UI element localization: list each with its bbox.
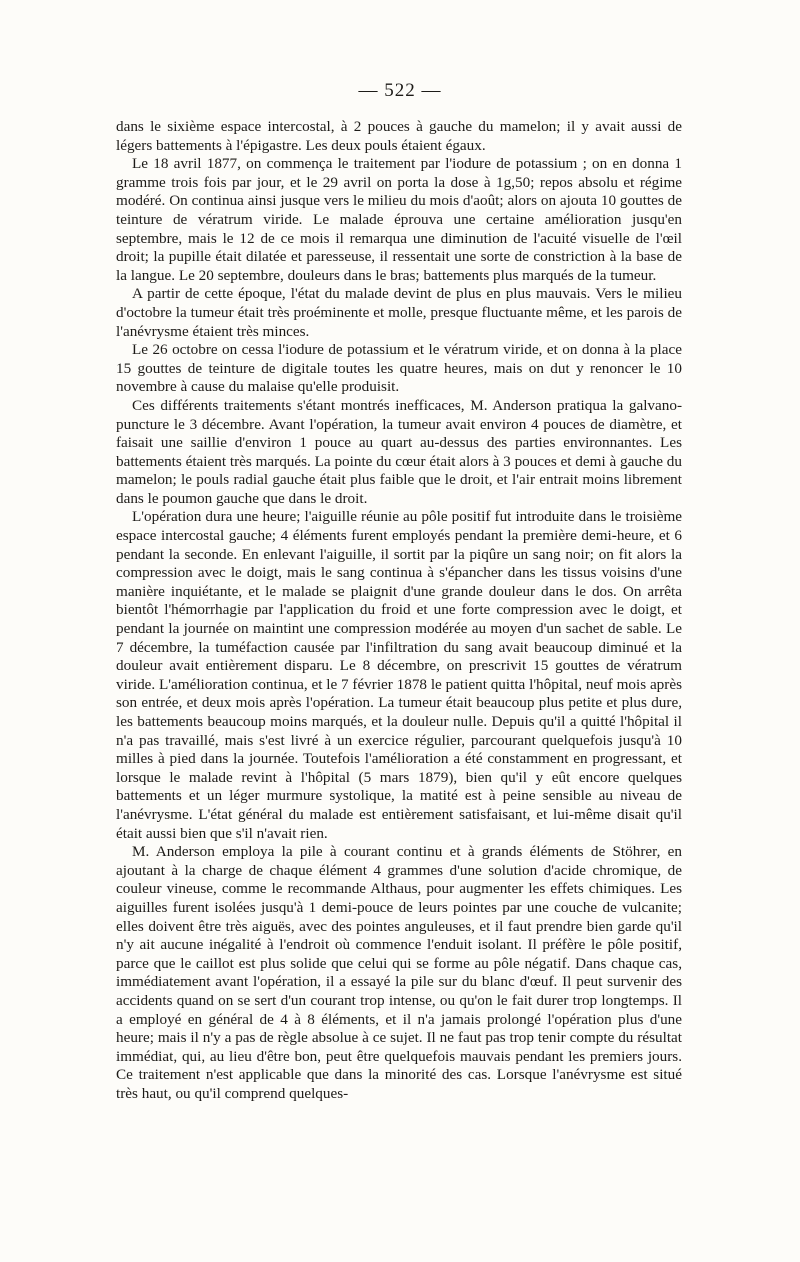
paragraph: L'opération dura une heure; l'aiguille réunie au pôle positif fut introduite dans le troisième espace intercostal gauche; 4 éléments furent employés pendant la première demi-heure, et 6 pendant la seconde. En enlevant l'aiguille, il sortit par la piqûre un sang noir; on fit alors la compression avec le doigt, mais le sang continua à s'épancher dans les tissus voisins d'une manière inquiétante, et le malade se plaignit d'une grande douleur dans le dos. On arrêta bientôt l'hémorrhagie par l'application du froid et une forte compression avec le doigt, et pendant la journée on maintint une compression modérée au moyen d'un sachet de sable. Le 7 décembre, la tuméfaction causée par l'infiltration du sang avait beaucoup diminué et la douleur avait entièrement disparu. Le 8 décembre, on prescrivit 15 gouttes de vératrum viride. L'amélioration continua, et le 7 février 1878 le patient quitta l'hôpital, neuf mois après son entrée, et deux mois après l'opération. La tumeur était beaucoup plus petite et plus dure, les battements beaucoup moins marqués, et la douleur nulle. Depuis qu'il a quitté l'hôpital il n'a pas travaillé, mais s'est livré à un exercice régulier, parcourant quelquefois jusqu'à 10 milles à pied dans la journée. Toutefois l'amélioration a été constamment en progressant, et lorsque le malade revint à l'hôpital (5 mars 1879), bien qu'il y eût encore quelques battements et un léger murmure systolique, la matité est à peine sensible au niveau de l'anévrysme. L'état général du malade est entièrement satisfaisant, et lui-même disait qu'il était aussi bien que s'il n'avait rien. [116,508,682,842]
paragraph: M. Anderson employa la pile à courant continu et à grands éléments de Stöhrer, en ajoutant à la charge de chaque élément 4 grammes d'une solution d'acide chromique, de couleur vineuse, comme le recommande Althaus, pour augmenter les effets chimiques. Les aiguilles furent isolées jusqu'à 1 demi-pouce de leurs pointes par une couche de vulcanite; elles doivent être très aiguës, avec des pointes anguleuses, et il faut prendre bien garde qu'il n'y ait aucune inégalité à l'endroit où commence l'enduit isolant. Il préfère le pôle positif, parce que le caillot est plus solide que celui qui se forme au pôle négatif. Dans chaque cas, immédiatement avant l'opération, il a essayé la pile sur du blanc d'œuf. Il peut survenir des accidents quand on se sert d'un courant trop intense, ou qu'on le fait durer trop longtemps. Il a employé en général de 4 à 8 éléments, et il n'a jamais prolongé l'opération plus d'une heure; mais il n'y a pas de règle absolue à ce sujet. Il ne faut pas trop tenir compte du résultat immédiat, qui, au lieu d'être bon, peut être quelquefois mauvais pendant les premiers jours. Ce traitement n'est applicable que dans la minorité des cas. Lorsque l'anévrysme est situé très haut, ou qu'il comprend quelques- [116,843,682,1102]
paragraph: Le 18 avril 1877, on commença le traitement par l'iodure de potassium ; on en donna 1 gramme trois fois par jour, et le 29 avril on porta la dose à 1g,50; repos absolu et régime modéré. On continua ainsi jusque vers le milieu du mois d'août; alors on ajouta 10 gouttes de teinture de vératrum viride. Le malade éprouva une certaine amélioration jusqu'en septembre, mais le 12 de ce mois il remarqua une diminution de l'acuité visuelle de l'œil droit; la pupille était dilatée et paresseuse, il ressentait une sorte de constriction à la base de la langue. Le 20 septembre, douleurs dans le bras; battements plus marqués de la tumeur. [116,155,682,284]
paragraph: dans le sixième espace intercostal, à 2 pouces à gauche du mamelon; il y avait aussi de légers battements à l'épigastre. Les deux pouls étaient égaux. [116,118,682,154]
paragraph: Le 26 octobre on cessa l'iodure de potassium et le vératrum viride, et on donna à la place 15 gouttes de teinture de digitale toutes les quatre heures, mais on dut y renoncer le 10 novembre à cause du malaise qu'elle produisit. [116,341,682,396]
paragraph: A partir de cette époque, l'état du malade devint de plus en plus mauvais. Vers le milieu d'octobre la tumeur était très proéminente et molle, presque fluctuante même, et les parois de l'anévrysme étaient très minces. [116,285,682,340]
page-number: — 522 — [358,80,442,101]
paragraph: Ces différents traitements s'étant montrés inefficaces, M. Anderson pratiqua la galvano-puncture le 3 décembre. Avant l'opération, la tumeur avait environ 4 pouces de diamètre, et faisait une saillie d'environ 1 pouce au quart au-dessus des parties environnantes. Les battements étaient très marqués. La pointe du cœur était alors à 3 pouces et demi à gauche du mamelon; le pouls radial gauche était plus faible que le droit, et l'air entrait moins librement dans le poumon gauche que dans le droit. [116,396,682,507]
text-body [116,118,682,1103]
